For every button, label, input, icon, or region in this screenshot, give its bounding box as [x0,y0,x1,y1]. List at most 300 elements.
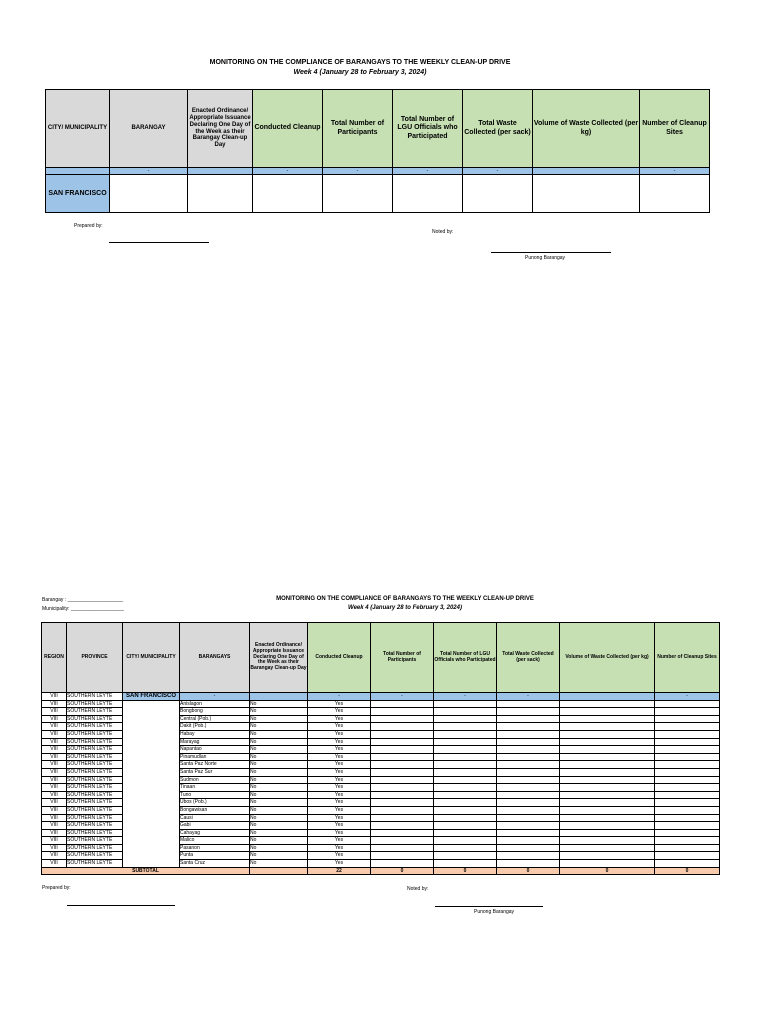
cleanup-value: Yes [308,753,371,761]
city-cell [123,738,180,746]
subtotal-cleanup: 22 [308,867,371,875]
region-cell: VIII [42,746,67,754]
summary-table [45,89,710,213]
volume-value [560,746,655,754]
ordinance-value: No [250,723,308,731]
region-cell: VIII [42,776,67,784]
region-cell: VIII [42,730,67,738]
participants-value [371,776,434,784]
report-week-2: Week 4 (January 28 to February 3, 2024) [348,605,462,611]
prepared-by-label-2: Prepared by: [42,885,71,891]
table-row [42,837,720,845]
region-cell: VIII [42,852,67,860]
table-row [42,700,720,708]
dash-cell: - [463,168,533,175]
sites-value [655,700,720,708]
waste-value [497,784,560,792]
province-cell: SOUTHERN LEYTE [67,723,123,731]
province-cell: SOUTHERN LEYTE [67,761,123,769]
cleanup-value: Yes [308,829,371,837]
sites-value [655,730,720,738]
barangay-name: Malico [180,837,250,845]
header-city-2: CITY/ MUNICIPALITY [123,623,180,693]
participants-value [371,814,434,822]
sites-value [655,738,720,746]
city-cell [123,844,180,852]
ordinance-value: No [250,776,308,784]
barangay-name: Tinaan [180,784,250,792]
waste-value [497,708,560,716]
cleanup-value: Yes [308,715,371,723]
dash-row [46,168,710,175]
table-row [42,730,720,738]
cleanup-value: Yes [308,860,371,868]
volume-value [560,708,655,716]
dash-cell: - [110,168,188,175]
cleanup-value: Yes [308,761,371,769]
volume-value [560,837,655,845]
region-cell: VIII [42,822,67,830]
noted-by-line-2 [435,906,543,907]
province-cell: SOUTHERN LEYTE [67,715,123,723]
barangay-name: Marayag [180,738,250,746]
region-cell: VIII [42,768,67,776]
lgu-value [434,776,497,784]
city-cell [123,768,180,776]
waste-value [497,738,560,746]
header-lgu-2: Total Number of LGU Officials who Participated [434,623,497,693]
sites-value [655,822,720,830]
city-cell [123,791,180,799]
sites-value [655,715,720,723]
province-cell: SOUTHERN LEYTE [67,746,123,754]
table-row [42,822,720,830]
waste-value [497,791,560,799]
cleanup-value: Yes [308,791,371,799]
city-cell [123,799,180,807]
region-cell: VIII [42,753,67,761]
prepared-by-line [109,242,209,243]
region-cell: VIII [42,806,67,814]
dash-cell: - [323,168,393,175]
noted-by-line [491,252,611,253]
region-cell: VIII [42,837,67,845]
ordinance-value: No [250,753,308,761]
participants-value [371,746,434,754]
barangay-name: Cahayag [180,829,250,837]
ordinance-value: No [250,844,308,852]
volume-value [560,791,655,799]
barangay-name: Pinamudlan [180,753,250,761]
barangay-name: Pasanon [180,844,250,852]
header-volume-2: Volume of Waste Collected (per kg) [560,623,655,693]
header-lgu: Total Number of LGU Officials who Participated [393,90,463,168]
participants-value [371,761,434,769]
ordinance-value: No [250,829,308,837]
subtotal-sites: 0 [655,867,720,875]
barangay-name: Santa Cruz [180,860,250,868]
table-row [42,746,720,754]
ordinance-value: No [250,746,308,754]
cleanup-value: Yes [308,723,371,731]
sites-value [655,784,720,792]
province-cell: SOUTHERN LEYTE [67,860,123,868]
volume-value [560,860,655,868]
prepared-by-line-2 [67,905,175,906]
region-cell: VIII [42,723,67,731]
barangay-name: Causi [180,814,250,822]
province-cell: SOUTHERN LEYTE [67,852,123,860]
noted-by-label-2: Noted by: [407,886,429,892]
region-cell: VIII [42,761,67,769]
region-cell: VIII [42,708,67,716]
cleanup-value: Yes [308,730,371,738]
prepared-by-label: Prepared by: [74,223,103,229]
waste-value [497,852,560,860]
ordinance-value: No [250,822,308,830]
lgu-value [434,715,497,723]
province-cell: SOUTHERN LEYTE [67,814,123,822]
barangay-table [41,622,720,875]
participants-value [371,852,434,860]
participants-value [371,738,434,746]
province-cell: SOUTHERN LEYTE [67,806,123,814]
report-title-2: MONITORING ON THE COMPLIANCE OF BARANGAYS TO THE WEEKLY CLEAN-UP DRIVE [276,596,534,602]
participants-value [371,799,434,807]
ordinance-value: No [250,799,308,807]
header-cleanup: Conducted Cleanup [253,90,323,168]
ordinance-value: No [250,814,308,822]
dash-cell: - [253,168,323,175]
region-cell: VIII [42,715,67,723]
volume-value [560,715,655,723]
lgu-value [434,768,497,776]
barangay-name: Ubos (Pob.) [180,799,250,807]
punong-barangay-label: Punong Barangay [525,255,566,261]
table-row [42,708,720,716]
province-cell: SOUTHERN LEYTE [67,844,123,852]
header-cleanup-2: Conducted Cleanup [308,623,371,693]
lgu-value [434,784,497,792]
region-cell: VIII [42,693,67,701]
waste-value [497,768,560,776]
lgu-value [434,753,497,761]
table-row [42,784,720,792]
volume-value [560,768,655,776]
volume-value [560,753,655,761]
subtotal-label: SUBTOTAL [42,867,250,875]
city-cell [123,860,180,868]
province-cell: SOUTHERN LEYTE [67,753,123,761]
barangay-name: Bongawisan [180,806,250,814]
city-row [42,693,720,701]
sites-value [655,746,720,754]
city-name: SAN FRANCISCO [46,175,110,213]
city-cell [123,723,180,731]
dash-cell: - [655,693,720,701]
lgu-value [434,806,497,814]
participants-value [371,791,434,799]
waste-value [497,806,560,814]
participants-value [371,822,434,830]
table-row [42,791,720,799]
waste-value [497,822,560,830]
city-cell [123,814,180,822]
header-region: REGION [42,623,67,693]
participants-value [371,784,434,792]
table-row [42,860,720,868]
ordinance-value: No [250,708,308,716]
region-cell: VIII [42,814,67,822]
city-cell [123,753,180,761]
header-waste: Total Waste Collected (per sack) [463,90,533,168]
sites-value [655,723,720,731]
ordinance-value: No [250,768,308,776]
province-cell: SOUTHERN LEYTE [67,791,123,799]
waste-value [497,829,560,837]
subtotal-lgu: 0 [434,867,497,875]
subtotal-participants: 0 [371,867,434,875]
header-sites-2: Number of Cleanup Sites [655,623,720,693]
ordinance-value: No [250,784,308,792]
barangay-name: Dakit (Pob.) [180,723,250,731]
volume-value [560,806,655,814]
waste-value [497,761,560,769]
lgu-value [434,837,497,845]
cleanup-value: Yes [308,844,371,852]
ordinance-value: No [250,700,308,708]
cleanup-value: Yes [308,822,371,830]
barangay-name: Punta [180,852,250,860]
province-cell: SOUTHERN LEYTE [67,829,123,837]
cleanup-value: Yes [308,852,371,860]
subtotal-ordinance [250,867,308,875]
barangay-field: Barangay : ____________________ [42,597,124,603]
ordinance-value: No [250,860,308,868]
participants-value [371,708,434,716]
lgu-value [434,799,497,807]
table-row [42,753,720,761]
barangay-name: Anislagon [180,700,250,708]
punong-barangay-label-2: Punong Barangay [474,909,515,915]
ordinance-value: No [250,791,308,799]
table-row [42,768,720,776]
city-cell [123,746,180,754]
volume-value [560,844,655,852]
header-ordinance: Enacted Ordinance/ Appropriate Issuance Declaring One Day of the Week as their Barangay Clean-up Day [188,90,253,168]
sites-value [655,753,720,761]
dash-cell: - [640,168,710,175]
lgu-value [434,723,497,731]
lgu-value [434,700,497,708]
sites-value [655,837,720,845]
region-cell: VIII [42,738,67,746]
sites-value [655,829,720,837]
ordinance-value: No [250,852,308,860]
ordinance-value: No [250,837,308,845]
subtotal-row [42,867,720,875]
region-cell: VIII [42,829,67,837]
barangay-name: Gabi [180,822,250,830]
sites-value [655,776,720,784]
volume-value [560,814,655,822]
barangay-name: Habay [180,730,250,738]
waste-value [497,753,560,761]
city-cell [123,852,180,860]
region-cell: VIII [42,784,67,792]
province-cell: SOUTHERN LEYTE [67,837,123,845]
lgu-value [434,791,497,799]
lgu-value [434,746,497,754]
province-cell: SOUTHERN LEYTE [67,799,123,807]
participants-value [371,753,434,761]
sites-value [655,791,720,799]
province-cell: SOUTHERN LEYTE [67,822,123,830]
volume-value [560,723,655,731]
cleanup-value: Yes [308,776,371,784]
participants-value [371,829,434,837]
lgu-value [434,761,497,769]
waste-value [497,860,560,868]
header-city: CITY/ MUNICIPALITY [46,90,110,168]
waste-value [497,799,560,807]
waste-value [497,700,560,708]
participants-value [371,730,434,738]
city-cell [123,708,180,716]
lgu-value [434,814,497,822]
city-cell [123,730,180,738]
volume-value [560,700,655,708]
dash-cell: - [497,693,560,701]
region-cell: VIII [42,700,67,708]
city-cell [123,837,180,845]
lgu-value [434,829,497,837]
province-cell: SOUTHERN LEYTE [67,730,123,738]
header-participants: Total Number of Participants [323,90,393,168]
dash-cell: - [393,168,463,175]
region-cell: VIII [42,860,67,868]
sites-value [655,768,720,776]
table-row [42,776,720,784]
region-cell: VIII [42,844,67,852]
volume-value [560,852,655,860]
volume-value [560,784,655,792]
barangay-name: Sudmon [180,776,250,784]
province-cell: SOUTHERN LEYTE [67,776,123,784]
province-cell: SOUTHERN LEYTE [67,693,123,701]
volume-value [560,829,655,837]
table-row [42,799,720,807]
sites-value [655,814,720,822]
cleanup-value: Yes [308,700,371,708]
province-cell: SOUTHERN LEYTE [67,708,123,716]
barangay-name: Tuno [180,791,250,799]
sites-value [655,844,720,852]
waste-value [497,746,560,754]
header-barangay: BARANGAY [110,90,188,168]
cleanup-value: Yes [308,806,371,814]
cleanup-value: Yes [308,784,371,792]
volume-value [560,822,655,830]
city-cell [123,806,180,814]
volume-value [560,776,655,784]
participants-value [371,837,434,845]
volume-value [560,738,655,746]
table-row [42,814,720,822]
table-row [42,852,720,860]
barangay-name: Central (Pob.) [180,715,250,723]
dash-cell: - [434,693,497,701]
ordinance-value: No [250,738,308,746]
lgu-value [434,738,497,746]
report-title: MONITORING ON THE COMPLIANCE OF BARANGAYS TO THE WEEKLY CLEAN-UP DRIVE [209,59,511,66]
volume-value [560,799,655,807]
table-row [42,829,720,837]
province-cell: SOUTHERN LEYTE [67,768,123,776]
waste-value [497,715,560,723]
ordinance-value: No [250,715,308,723]
lgu-value [434,852,497,860]
sites-value [655,708,720,716]
sites-value [655,761,720,769]
lgu-value [434,860,497,868]
waste-value [497,814,560,822]
participants-value [371,700,434,708]
header-barangays: BARANGAYS [180,623,250,693]
city-cell [123,829,180,837]
dash-cell: - [308,693,371,701]
header-participants-2: Total Number of Participants [371,623,434,693]
participants-value [371,715,434,723]
volume-value [560,730,655,738]
table-row [42,806,720,814]
city-name-2: SAN FRANCISCO [123,693,180,701]
city-cell [123,715,180,723]
waste-value [497,776,560,784]
cleanup-value: Yes [308,768,371,776]
city-cell [123,776,180,784]
city-cell [123,784,180,792]
municipality-field: Municipality: ___________________ [42,606,124,612]
cleanup-value: Yes [308,708,371,716]
province-cell: SOUTHERN LEYTE [67,700,123,708]
table-row [42,844,720,852]
cleanup-value: Yes [308,738,371,746]
ordinance-value: No [250,730,308,738]
province-cell: SOUTHERN LEYTE [67,738,123,746]
participants-value [371,860,434,868]
city-cell [123,700,180,708]
dash-cell: - [180,693,250,701]
cleanup-value: Yes [308,746,371,754]
province-cell: SOUTHERN LEYTE [67,784,123,792]
header-sites: Number of Cleanup Sites [640,90,710,168]
participants-value [371,844,434,852]
table-row [42,723,720,731]
sites-value [655,806,720,814]
waste-value [497,730,560,738]
city-cell [123,822,180,830]
table-row [42,715,720,723]
lgu-value [434,844,497,852]
ordinance-value: No [250,761,308,769]
lgu-value [434,730,497,738]
waste-value [497,723,560,731]
waste-value [497,837,560,845]
cleanup-value: Yes [308,814,371,822]
lgu-value [434,822,497,830]
subtotal-volume: 0 [560,867,655,875]
